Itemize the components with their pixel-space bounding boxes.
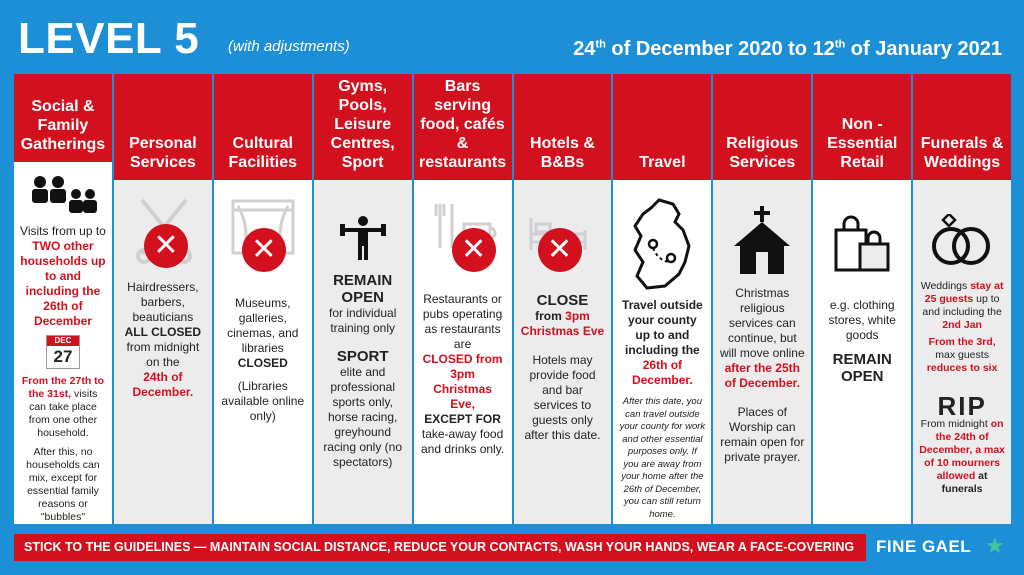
date-end-day: 12 (812, 38, 835, 60)
weddings-from: From the 3rd, (928, 336, 996, 348)
cafe-illustration (420, 188, 506, 292)
wedding-rings-icon (929, 214, 995, 268)
bars-takeaway: take-away food and drinks only. (421, 427, 505, 456)
social-period-text (20, 375, 106, 440)
hotels-time (520, 309, 606, 339)
cultural-note: (Libraries available online only) (221, 379, 305, 423)
column-body (414, 180, 512, 524)
column-bars (412, 74, 512, 524)
hotels-date: 3pm Christmas Eve (520, 309, 605, 338)
travel-rule: Travel outside your county up to and including the (622, 298, 703, 357)
column-heading: Non - Essential Retail (813, 74, 911, 180)
column-travel (611, 74, 711, 524)
column-heading: Gyms, Pools, Leisure Centres, Sport (314, 74, 412, 180)
weddings-date: 2nd Jan (942, 319, 982, 331)
date-start-sup: th (595, 38, 606, 51)
column-funerals (911, 74, 1011, 524)
column-social (14, 74, 112, 524)
closed-x-icon: ✕ (452, 228, 496, 272)
weddings-limit: stay at 25 guests (924, 280, 1004, 305)
star-icon: ★ (985, 533, 1005, 558)
column-heading: Bars serving food, cafés & restaurants (414, 74, 512, 180)
column-body (913, 180, 1011, 524)
hotels-from: from (535, 309, 562, 323)
date-start-rest: of December 2020 to (611, 38, 808, 60)
calendar-icon (46, 335, 80, 369)
funerals-lead: From midnight (920, 418, 988, 430)
ireland-map-icon (629, 196, 695, 292)
bars-text: Restaurants or pubs operating as restaurants are (422, 292, 503, 351)
weddings-max: max guests (935, 349, 989, 361)
date-end-sup: th (834, 38, 846, 51)
column-religious (711, 74, 811, 524)
social-after-text: After this, no households can mix, except for essential family reasons or "bubbles" (26, 446, 100, 523)
scissors-illustration (120, 188, 206, 280)
column-heading: Religious Services (713, 74, 811, 180)
funerals-limit: a max of 10 mourners allowed (924, 444, 1006, 482)
column-body (613, 180, 711, 524)
hotels-status: CLOSE (536, 292, 589, 309)
column-body (813, 180, 911, 524)
cultural-list: Museums, galleries, cinemas, and libraries (227, 296, 299, 355)
personal-date: 24th of December. (132, 370, 194, 399)
personal-from-text: from midnight on the (126, 340, 200, 369)
weddings-change (919, 336, 1005, 375)
shopping-bags-icon (832, 214, 892, 274)
page-subtitle: (with adjustments) (228, 38, 350, 55)
closed-x-icon: ✕ (242, 228, 286, 272)
column-heading: Hotels & B&Bs (514, 74, 612, 180)
column-retail (811, 74, 911, 524)
people-icon (26, 174, 100, 218)
religious-date: after the 25th of December. (724, 361, 800, 390)
sport-note: elite and professional sports only, horse racing, greyhound racing only (no spectators) (323, 365, 403, 469)
column-body (14, 162, 112, 524)
retail-status: REMAIN OPEN (832, 351, 892, 385)
column-body (514, 180, 612, 524)
gyms-note: for individual training only (328, 306, 397, 335)
date-start-day: 24 (573, 38, 596, 60)
rip-label: RIP (937, 391, 987, 421)
sport-heading: SPORT (336, 348, 389, 365)
date-end-rest: of January 2021 (850, 38, 1002, 60)
closed-x-icon: ✕ (538, 228, 582, 272)
social-visits-highlight: TWO other households up to and including the 26th of December (20, 239, 106, 328)
calendar-day: 27 (53, 347, 73, 366)
weddings-text (919, 280, 1005, 332)
column-hotels (512, 74, 612, 524)
column-heading: Funerals & Weddings (913, 74, 1011, 180)
column-body (114, 180, 212, 524)
closed-x-icon: ✕ (144, 224, 188, 268)
calendar-month: DEC (47, 336, 79, 346)
travel-date: 26th of December. (632, 358, 693, 387)
weddings-new-limit: reduces to six (926, 362, 998, 374)
funerals-text (919, 418, 1005, 496)
column-body (713, 180, 811, 524)
social-visits-lead: Visits from up to (20, 224, 106, 238)
theatre-illustration (220, 188, 306, 296)
weightlifter-icon (339, 214, 387, 262)
religious-text: Christmas religious services can continue, but will move online (719, 286, 805, 360)
social-visits-text (20, 224, 106, 329)
column-heading: Personal Services (114, 74, 212, 180)
column-heading: Cultural Facilities (214, 74, 312, 180)
social-period-highlight: From the 27th to the 31st, (21, 375, 105, 400)
weddings-lead: Weddings (920, 280, 968, 292)
travel-note: After this date, you can travel outside your county for work and other essential purposes only. If you are away from your home after the 26th of December, you can still return home. (619, 396, 706, 520)
restrictions-grid (14, 74, 1011, 524)
personal-status: ALL CLOSED (124, 325, 202, 339)
social-period-rest: visits can take place from one other household. (28, 388, 98, 439)
religious-note: Places of Worship can remain open for private prayer. (720, 405, 805, 464)
fine-gael-logo: FINE GAEL (876, 537, 972, 556)
funerals-tail: at funerals (941, 470, 988, 495)
guidelines-banner: STICK TO THE GUIDELINES — MAINTAIN SOCIAL DISTANCE, REDUCE YOUR CONTACTS, WASH YOUR HANDS, WEAR A FACE-COVERING (14, 534, 866, 561)
funerals-date: on the 24th of December, (919, 418, 1004, 456)
column-cultural (212, 74, 312, 524)
bars-closed: CLOSED from 3pm Christmas Eve, (422, 352, 503, 411)
column-body (314, 180, 412, 524)
gyms-status: REMAIN OPEN (333, 272, 393, 306)
retail-examples: e.g. clothing stores, white goods (828, 298, 896, 342)
weddings-until: up to and including the (922, 293, 1002, 318)
column-body (214, 180, 312, 524)
cultural-status: CLOSED (237, 356, 288, 370)
bars-except: EXCEPT FOR (424, 412, 501, 426)
page-title: LEVEL 5 (18, 14, 200, 63)
date-range (573, 38, 1002, 61)
column-gyms (312, 74, 412, 524)
column-personal (112, 74, 212, 524)
column-heading: Social & Family Gatherings (14, 74, 112, 162)
personal-services-list: Hairdressers, barbers, beauticians (127, 280, 199, 324)
column-heading: Travel (613, 74, 711, 180)
church-icon (732, 206, 792, 276)
hotels-note: Hotels may provide food and bar services to guests only after this date. (524, 353, 601, 442)
bed-illustration (520, 188, 606, 292)
